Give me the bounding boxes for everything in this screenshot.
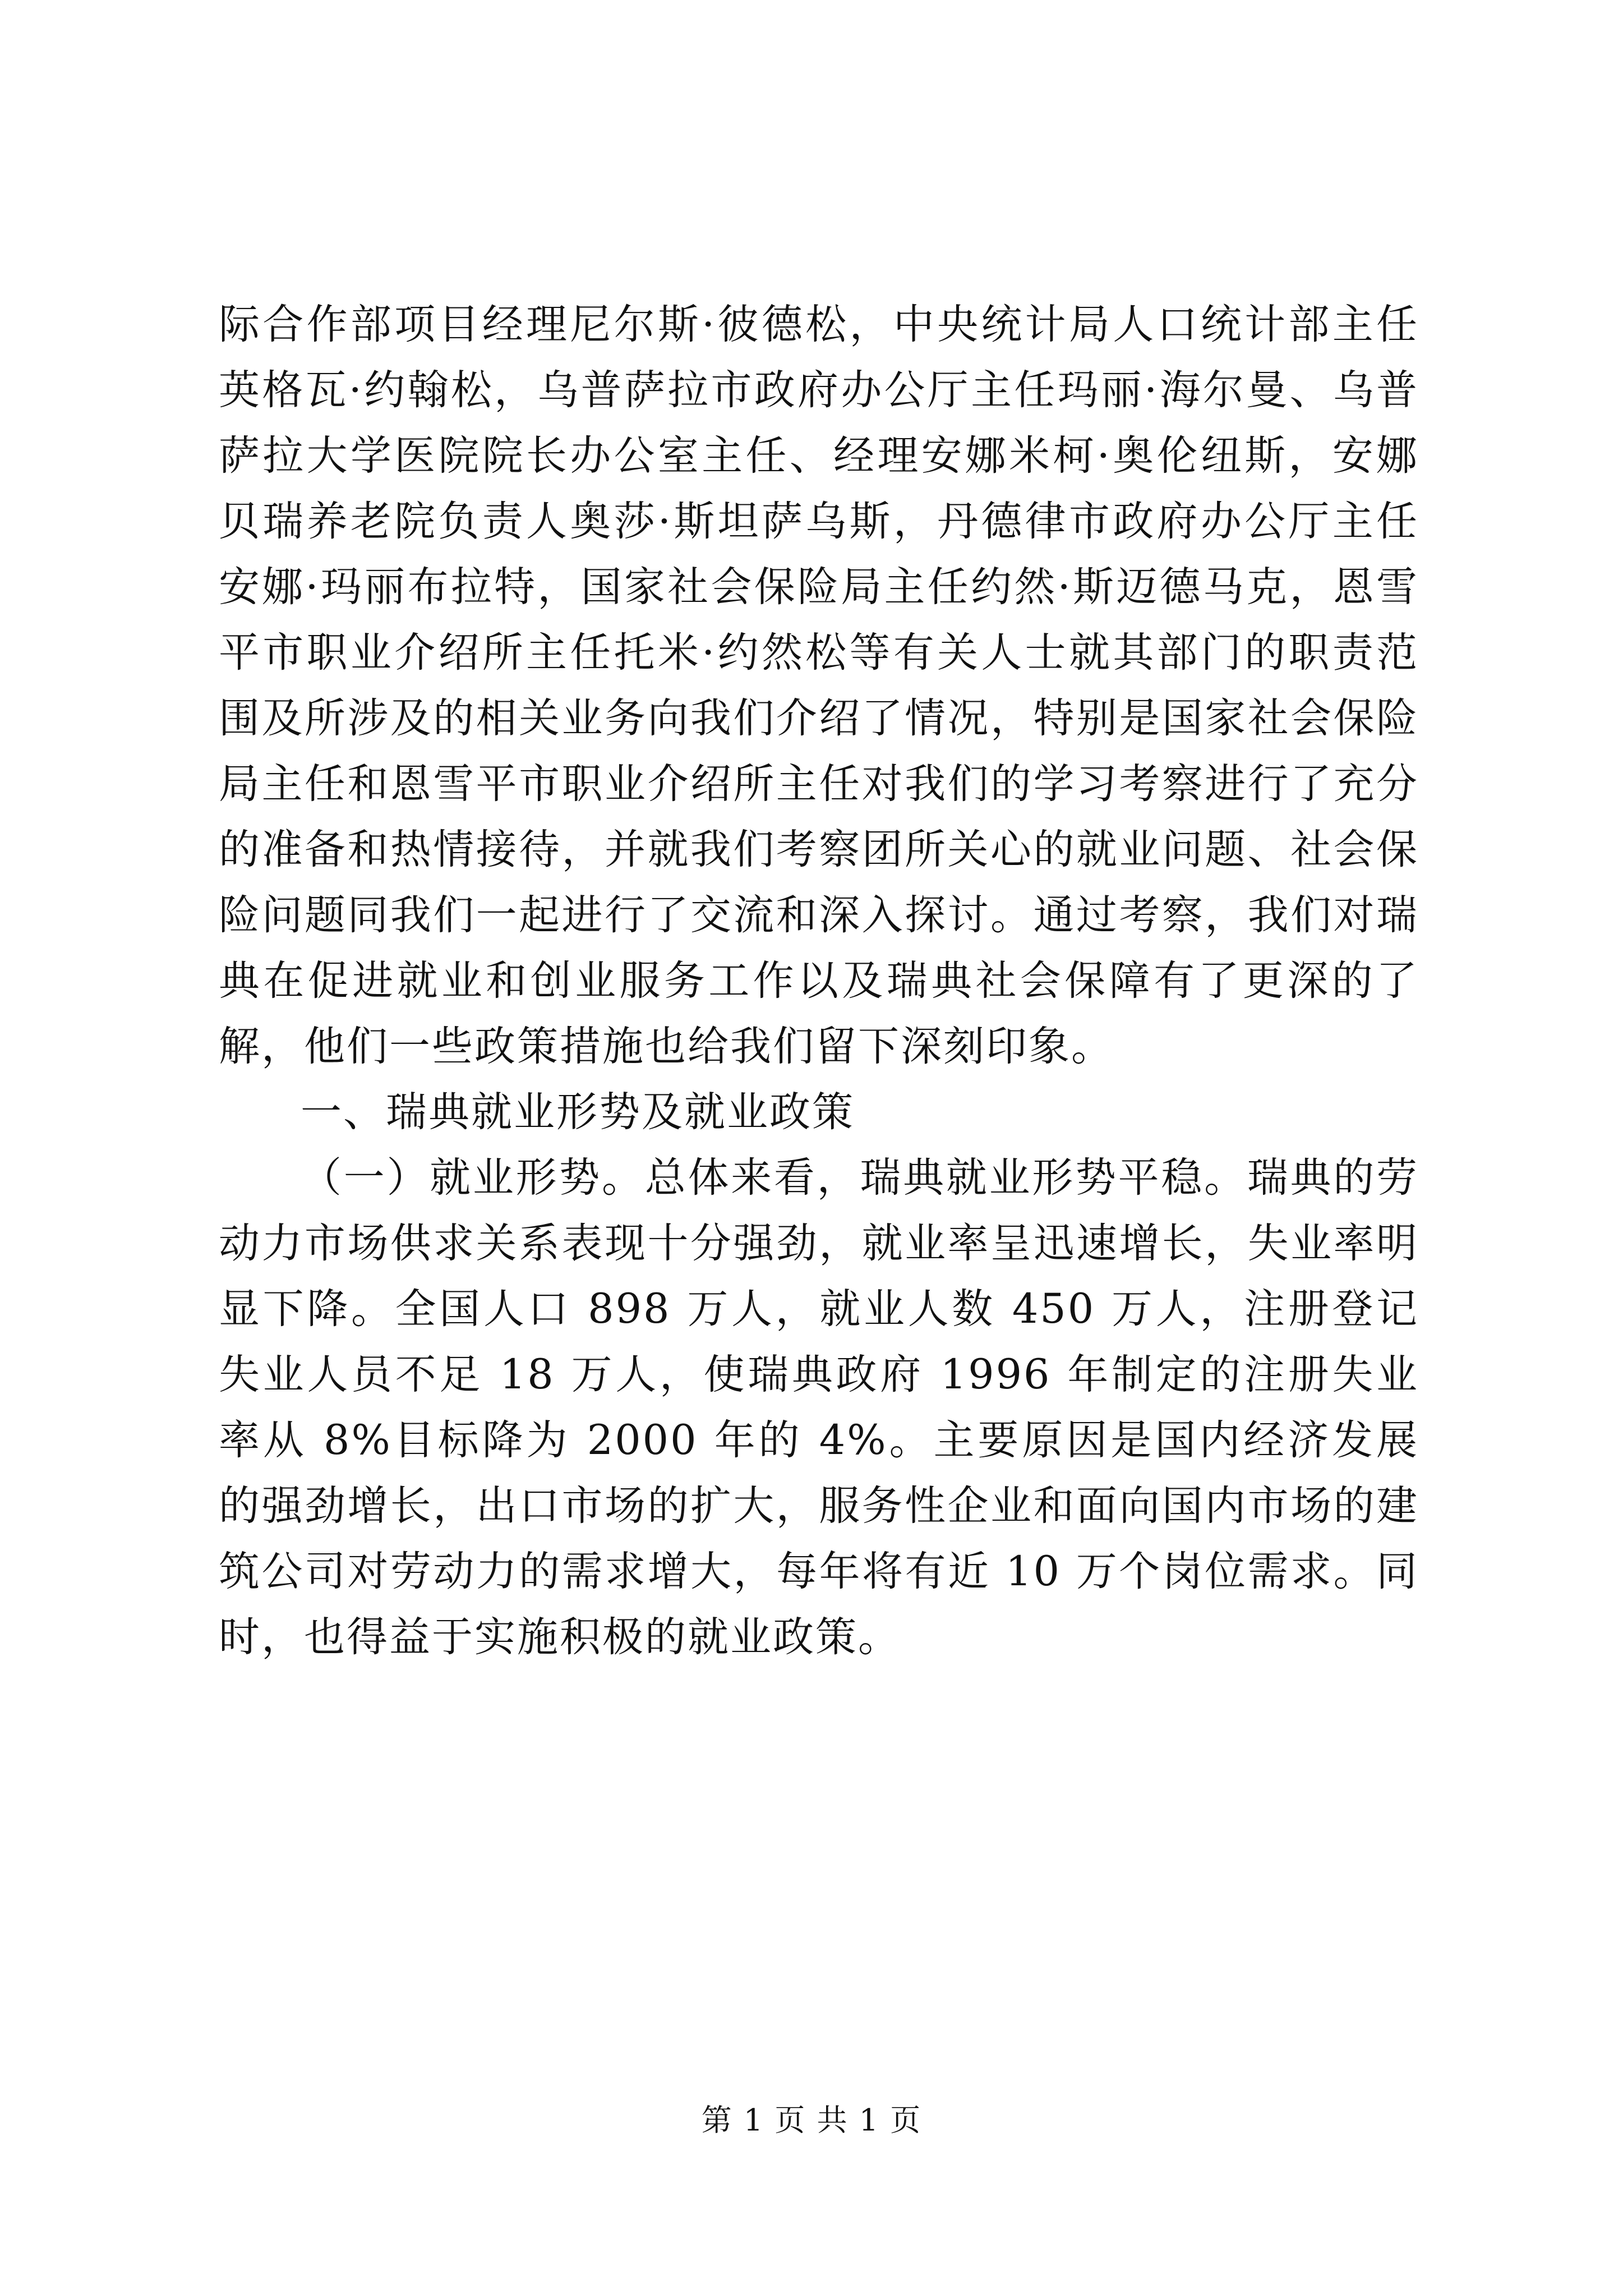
page-footer: 第 1 页 共 1 页	[701, 2102, 922, 2138]
document-body	[219, 292, 1419, 1670]
employment-situation-paragraph: （一）就业形势。总体来看，瑞典就业形势平稳。瑞典的劳动力市场供求关系表现十分强劲，就业率呈迅速增长，失业率明显下降。全国人口 898 万人，就业人数 450 万人，注册登记失业人员不足 18 万人，使瑞典政府 1996 年制定的注册失业率从 8%目标降为 2000 年的 4%。主要原因是国内经济发展的强劲增长，出口市场的扩大，服务性企业和面向国内市场的建筑公司对劳动力的需求增大，每年将有近 10 万个岗位需求。同时，也得益于实施积极的就业政策。	[219, 1154, 1419, 1661]
intro-paragraph: 际合作部项目经理尼尔斯·彼德松，中央统计局人口统计部主任英格瓦·约翰松，乌普萨拉市政府办公厅主任玛丽·海尔曼、乌普萨拉大学医院院长办公室主任、经理安娜米柯·奥伦纽斯，安娜贝瑞养老院负责人奥莎·斯坦萨乌斯，丹德律市政府办公厅主任安娜·玛丽布拉特，国家社会保险局主任约然·斯迈德马克，恩雪平市职业介绍所主任托米·约然松等有关人士就其部门的职责范围及所涉及的相关业务向我们介绍了情况，特别是国家社会保险局主任和恩雪平市职业介绍所主任对我们的学习考察进行了充分的准备和热情接待，并就我们考察团所关心的就业问题、社会保险问题同我们一起进行了交流和深入探讨。通过考察，我们对瑞典在促进就业和创业服务工作以及瑞典社会保障有了更深的了解，他们一些政策措施也给我们留下深刻印象。	[219, 301, 1419, 1070]
section-heading: 一、瑞典就业形势及就业政策	[301, 1088, 855, 1136]
